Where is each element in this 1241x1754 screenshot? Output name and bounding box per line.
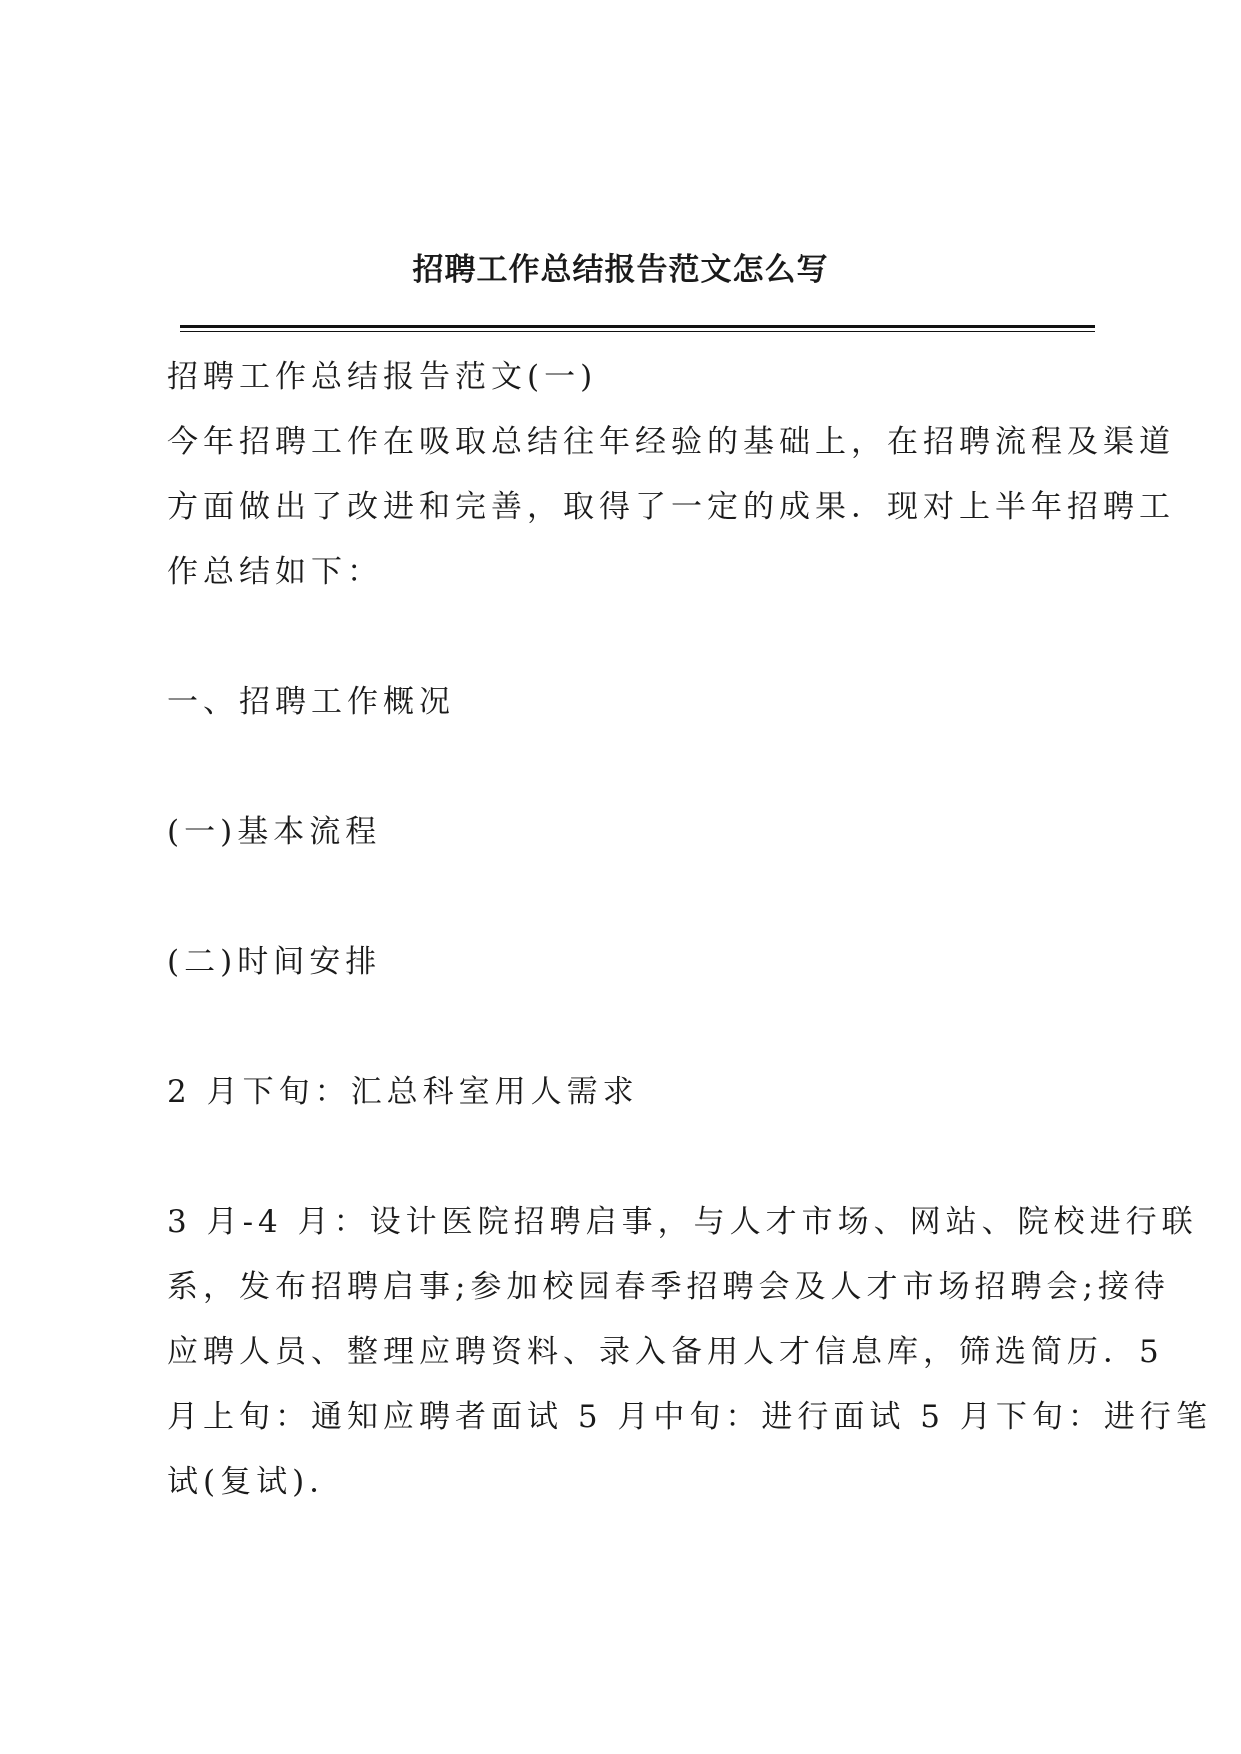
subsection-heading: (二)时间安排: [167, 944, 382, 980]
paragraph-line: 作总结如下：: [167, 554, 383, 590]
paragraph-line: 应聘人员、整理应聘资料、录入备用人才信息库，筛选简历．5: [167, 1334, 1164, 1370]
paragraph-line: 月上旬：通知应聘者面试 5 月中旬：进行面试 5 月下旬：进行笔: [167, 1399, 1212, 1435]
paragraph-line: 今年招聘工作在吸取总结往年经验的基础上，在招聘流程及渠道: [167, 424, 1175, 460]
title-divider-thick: [180, 325, 1095, 328]
schedule-item: 3 月-4 月：设计医院招聘启事，与人才市场、网站、院校进行联: [167, 1204, 1198, 1240]
document-title: 招聘工作总结报告范文怎么写: [412, 252, 829, 288]
blank-line: [167, 865, 1097, 930]
title-divider-thin: [180, 331, 1095, 332]
blank-line: [167, 1125, 1097, 1190]
section-heading: 一、招聘工作概况: [167, 684, 455, 720]
section-heading: 招聘工作总结报告范文(一): [167, 359, 598, 395]
blank-line: [167, 605, 1097, 670]
document-body: [167, 345, 1212, 1515]
blank-line: [167, 995, 1097, 1060]
paragraph-line: 方面做出了改进和完善，取得了一定的成果．现对上半年招聘工: [167, 489, 1175, 525]
paragraph-line: 试(复试)．: [167, 1464, 346, 1500]
schedule-item: 2 月下旬：汇总科室用人需求: [167, 1074, 639, 1110]
subsection-heading: (一)基本流程: [167, 814, 382, 850]
blank-line: [167, 735, 1097, 800]
paragraph-line: 系，发布招聘启事;参加校园春季招聘会及人才市场招聘会;接待: [167, 1269, 1170, 1305]
